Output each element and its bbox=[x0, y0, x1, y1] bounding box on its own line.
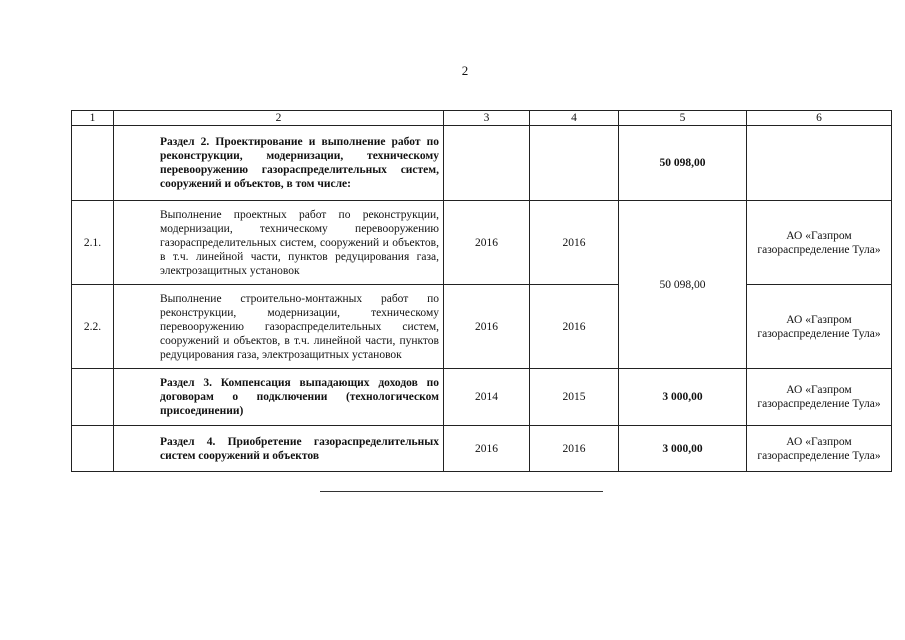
row-organization: АО «Газпром газораспределение Тула» bbox=[747, 285, 892, 369]
program-table bbox=[71, 110, 892, 472]
row-start-year bbox=[444, 126, 530, 201]
table-row-section-2 bbox=[72, 126, 892, 201]
table-row-section-3 bbox=[72, 369, 892, 426]
row-number: 2.1. bbox=[72, 201, 114, 285]
column-header-2: 2 bbox=[114, 111, 444, 126]
page-number: 2 bbox=[461, 63, 469, 78]
column-header-6: 6 bbox=[747, 111, 892, 126]
row-amount: 50 098,00 bbox=[619, 126, 747, 201]
row-end-year: 2015 bbox=[530, 369, 619, 426]
row-amount: 3 000,00 bbox=[619, 369, 747, 426]
row-end-year: 2016 bbox=[530, 201, 619, 285]
row-start-year: 2016 bbox=[444, 285, 530, 369]
row-number bbox=[72, 426, 114, 472]
row-organization: АО «Газпром газораспределение Тула» bbox=[747, 201, 892, 285]
table-row-2-1 bbox=[72, 201, 892, 285]
row-description: Раздел 2. Проектирование и выполнение работ по реконструкции, модернизации, техническому перевооружению газораспределительных систем, сооружений и объектов, в том числе: bbox=[114, 126, 444, 201]
column-header-3: 3 bbox=[444, 111, 530, 126]
row-amount: 3 000,00 bbox=[619, 426, 747, 472]
row-number bbox=[72, 126, 114, 201]
row-start-year: 2014 bbox=[444, 369, 530, 426]
row-description: Раздел 3. Компенсация выпадающих доходов по договорам о подключении (технологическом присоединении) bbox=[114, 369, 444, 426]
closing-rule bbox=[320, 491, 603, 492]
row-description: Выполнение проектных работ по реконструкции, модернизации, техническому перевооружению газораспределительных систем, сооружений и объектов, в т.ч. линейной части, пунктов редуцирования газа, электрозащитных установок bbox=[114, 201, 444, 285]
row-end-year: 2016 bbox=[530, 285, 619, 369]
column-header-1: 1 bbox=[72, 111, 114, 126]
table-row-2-2 bbox=[72, 285, 892, 369]
row-end-year bbox=[530, 126, 619, 201]
row-amount-merged: 50 098,00 bbox=[619, 201, 747, 369]
row-end-year: 2016 bbox=[530, 426, 619, 472]
row-number bbox=[72, 369, 114, 426]
table-row-section-4 bbox=[72, 426, 892, 472]
column-header-4: 4 bbox=[530, 111, 619, 126]
row-start-year: 2016 bbox=[444, 201, 530, 285]
row-description: Раздел 4. Приобретение газораспределительных систем сооружений и объектов bbox=[114, 426, 444, 472]
table-header-row bbox=[72, 111, 892, 126]
row-start-year: 2016 bbox=[444, 426, 530, 472]
row-organization bbox=[747, 126, 892, 201]
row-organization: АО «Газпром газораспределение Тула» bbox=[747, 369, 892, 426]
row-organization: АО «Газпром газораспределение Тула» bbox=[747, 426, 892, 472]
row-number: 2.2. bbox=[72, 285, 114, 369]
row-description: Выполнение строительно-монтажных работ по реконструкции, модернизации, техническому перевооружению газораспределительных систем, сооружений и объектов, в т.ч. линейной части, пунктов редуцирования газа, электрозащитных установок bbox=[114, 285, 444, 369]
column-header-5: 5 bbox=[619, 111, 747, 126]
